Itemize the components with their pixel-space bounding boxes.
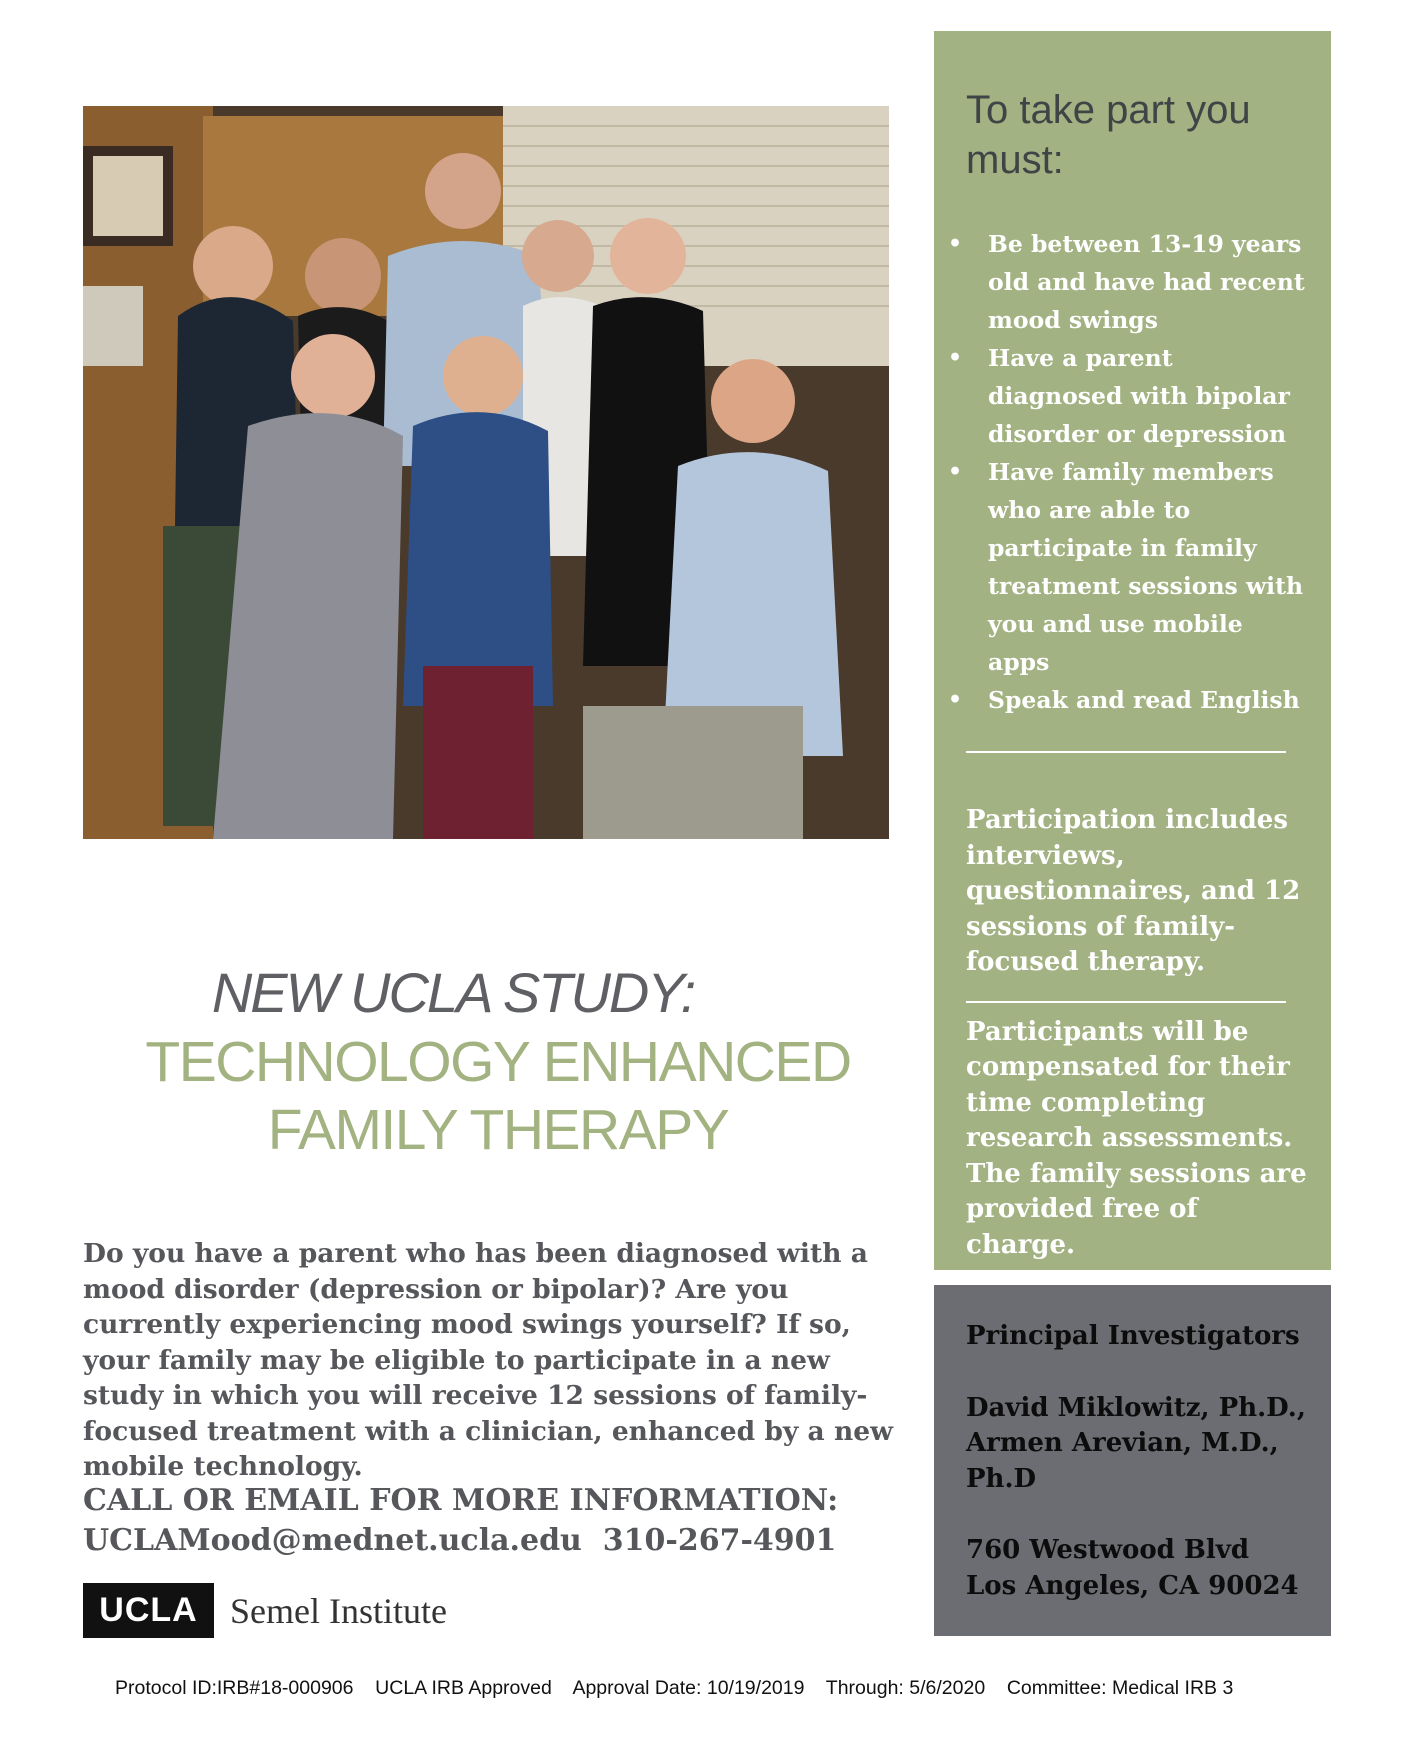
address-line-1: 760 Westwood Blvd <box>966 1535 1250 1565</box>
divider <box>966 981 1286 1003</box>
contact-block <box>83 1481 913 1561</box>
study-headline <box>83 958 913 1164</box>
criterion-text: Be between 13-19 years old and have had recent mood swings <box>988 230 1305 334</box>
investigators-heading: Principal Investigators <box>966 1321 1300 1351</box>
contact-phone[interactable]: 310-267-4901 <box>602 1523 837 1558</box>
address-line-2: Los Angeles, CA 90024 <box>966 1570 1299 1601</box>
contact-email[interactable]: UCLAMood@mednet.ucla.edu <box>83 1523 582 1558</box>
protocol-id: Protocol ID:IRB#18-000906 <box>115 1677 354 1699</box>
list-item <box>948 453 1311 681</box>
contact-line <box>83 1521 913 1561</box>
irb-footer <box>115 1677 1355 1700</box>
headline-line-1: NEW UCLA STUDY: <box>211 961 695 1024</box>
investigator-names: David Miklowitz, Ph.D., Armen Arevian, M.D., Ph.D <box>966 1392 1306 1494</box>
bullet-icon: • <box>948 687 963 713</box>
irb-approved: UCLA IRB Approved <box>375 1677 552 1699</box>
committee: Committee: Medical IRB 3 <box>1006 1677 1234 1699</box>
list-item <box>948 681 1311 719</box>
ucla-semel-logo <box>83 1583 447 1638</box>
ucla-logo-box: UCLA <box>83 1583 214 1638</box>
bullet-icon: • <box>948 231 963 257</box>
contact-label: CALL OR EMAIL FOR MORE INFORMATION: <box>83 1483 839 1518</box>
through-date: Through: 5/6/2020 <box>825 1677 986 1699</box>
investigators-panel <box>934 1285 1331 1636</box>
divider <box>966 729 1286 753</box>
list-item <box>948 339 1311 453</box>
bullet-icon: • <box>948 459 963 485</box>
participation-text: Participation includes interviews, questionnaires, and 12 sessions of family-focused therapy. <box>966 805 1301 977</box>
list-item <box>948 225 1311 339</box>
eligibility-panel <box>934 31 1331 1270</box>
semel-institute-label: Semel Institute <box>230 1590 447 1631</box>
group-photo-illustration <box>83 106 889 839</box>
criterion-text: Have a parent diagnosed with bipolar disorder or depression <box>988 344 1290 448</box>
headline-line-2: TECHNOLOGY ENHANCED <box>145 1030 851 1094</box>
group-photo <box>83 106 889 839</box>
criterion-text: Speak and read English <box>988 686 1300 714</box>
bullet-icon: • <box>948 345 963 371</box>
compensation-text: Participants will be compensated for their time completing research assessments. The family sessions are provided free of charge. <box>966 1016 1307 1260</box>
headline-line-3: FAMILY THERAPY <box>267 1098 729 1162</box>
approval-date: Approval Date: 10/19/2019 <box>572 1677 805 1699</box>
eligibility-heading: To take part you must: <box>966 88 1251 182</box>
intro-paragraph: Do you have a parent who has been diagnosed with a mood disorder (depression or bipolar)? Are you currently experiencing mood swings yourself? If so, your family may be eligible to participate in a new study in which you will receive 12 sessions of family-focused treatment with a clinician, enhanced by a new mobile technology. <box>83 1238 893 1482</box>
criterion-text: Have family members who are able to participate in family treatment sessions with you and use mobile apps <box>988 458 1304 676</box>
eligibility-list <box>948 225 1311 719</box>
